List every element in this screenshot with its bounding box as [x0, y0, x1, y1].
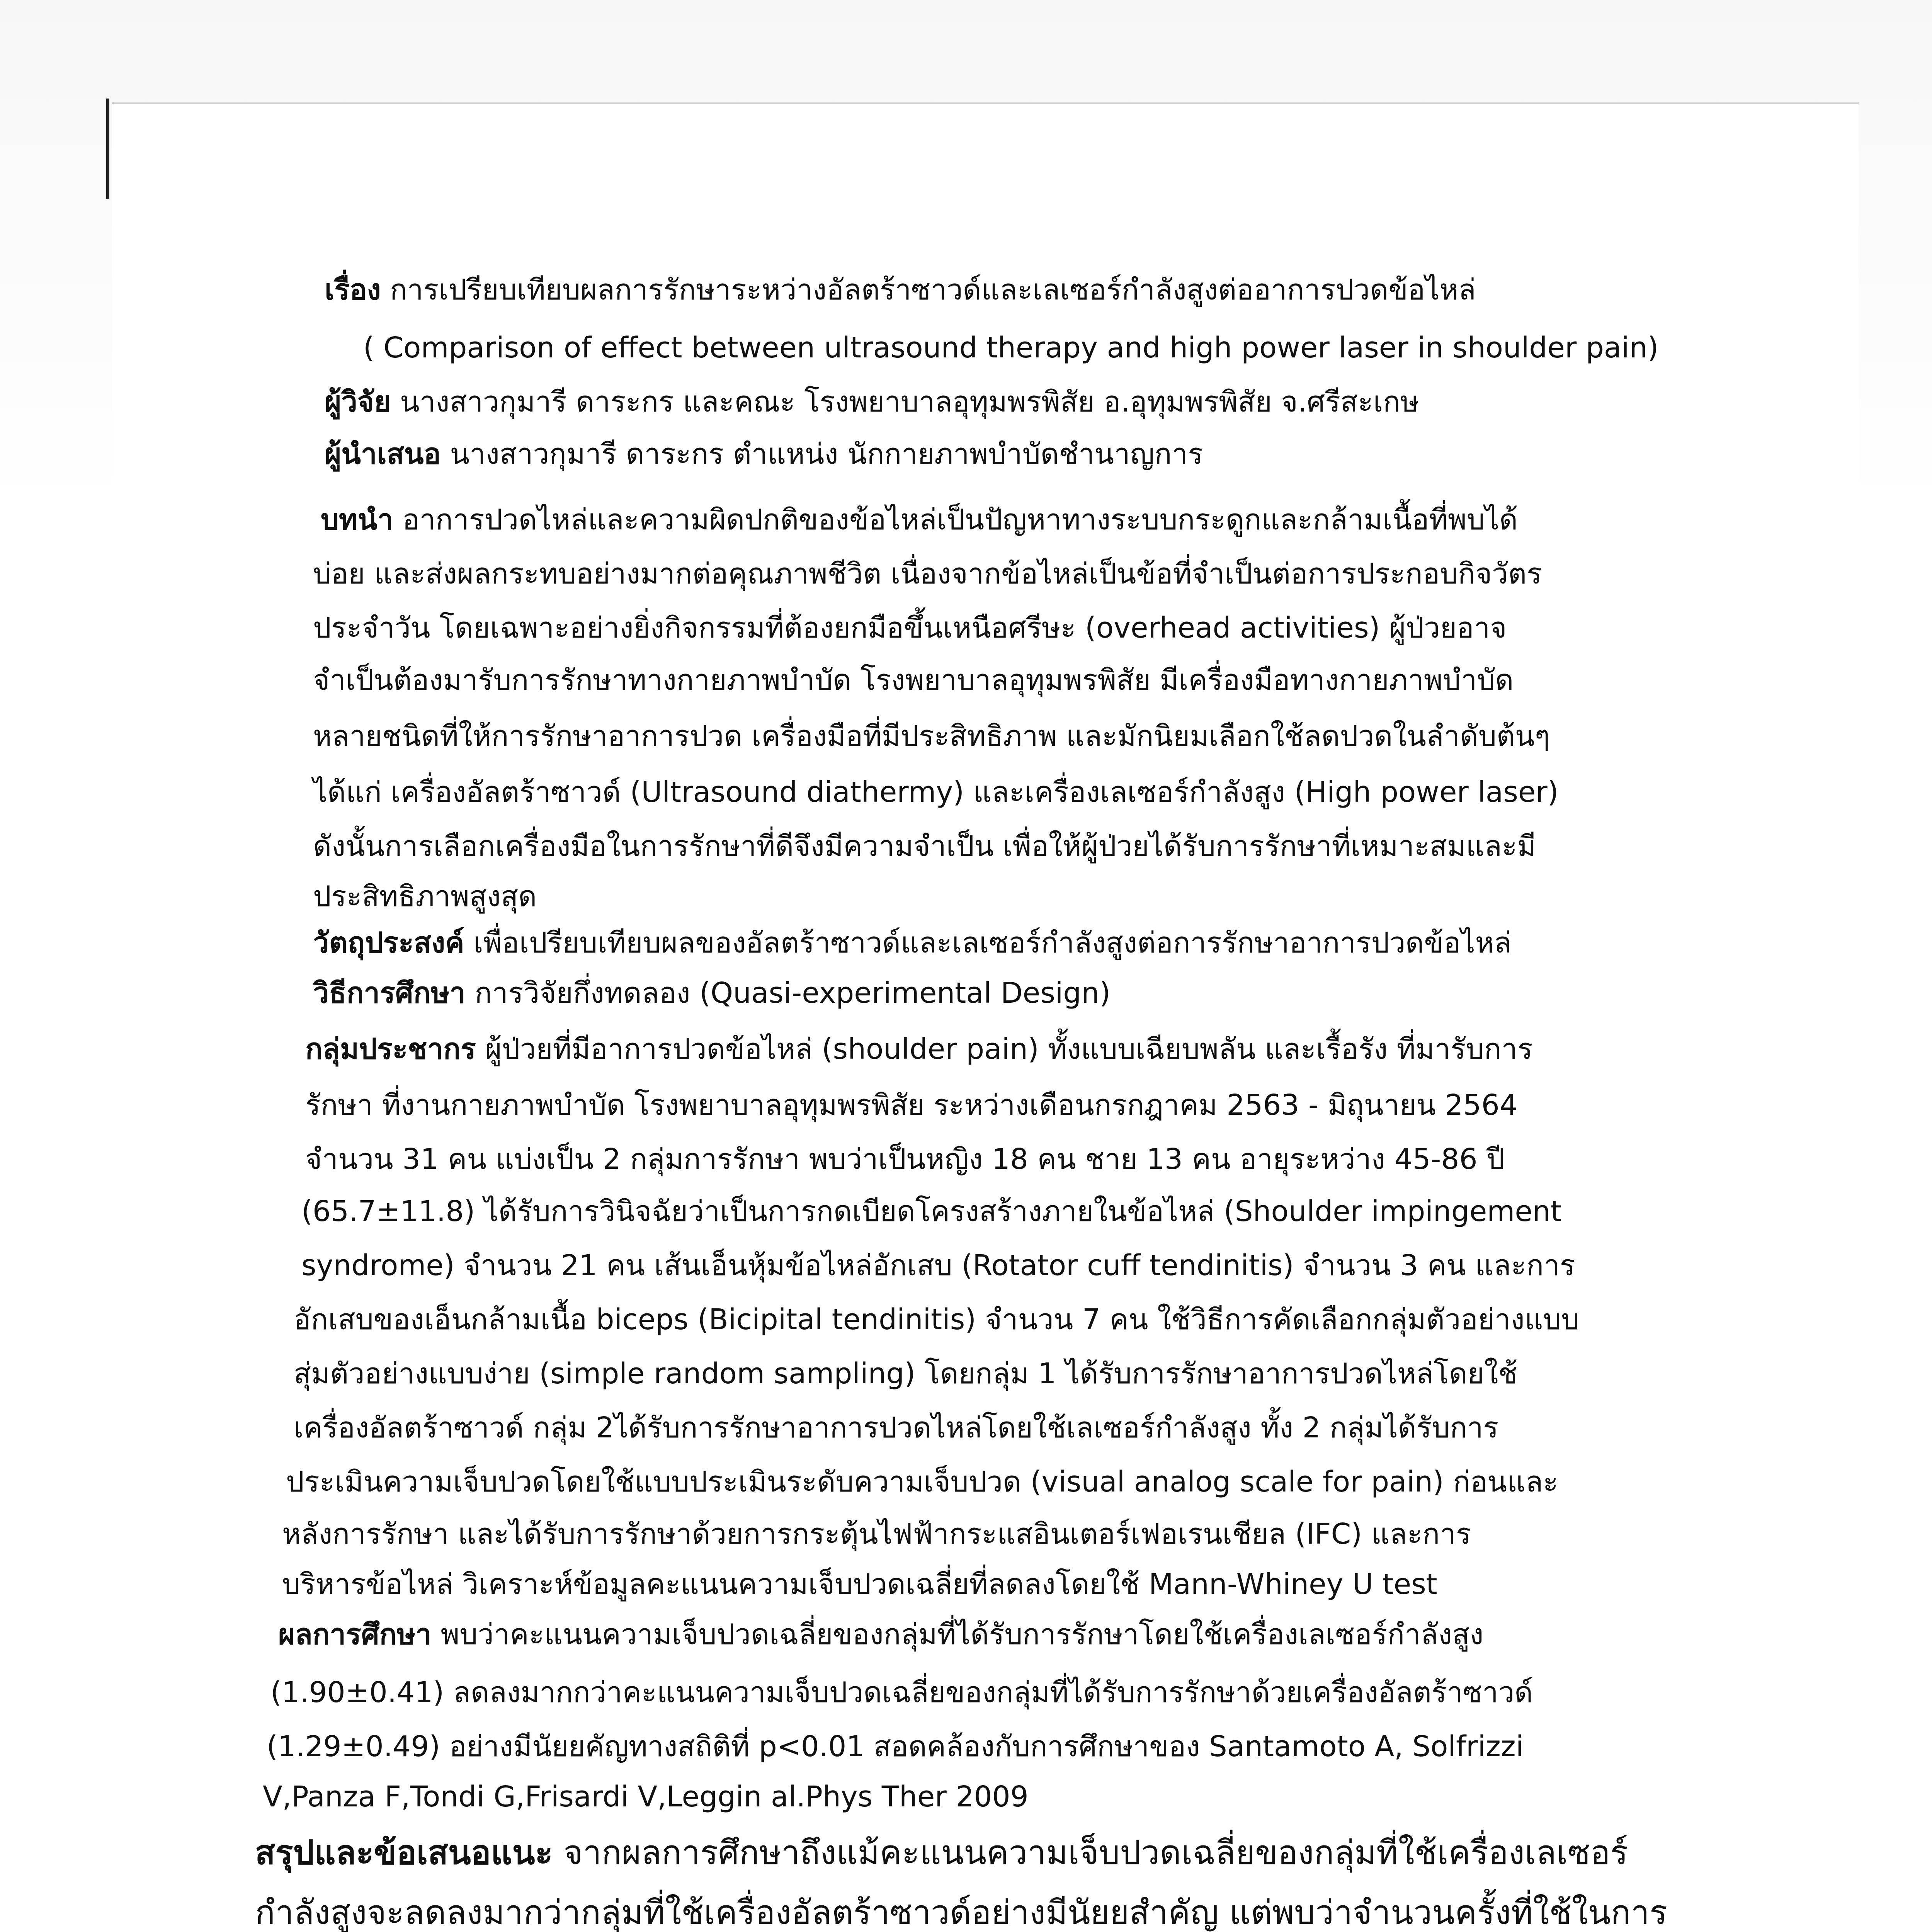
title-label: เรื่อง — [325, 273, 381, 306]
presenter-line — [325, 435, 1203, 473]
title-line — [325, 270, 1476, 309]
conclusion-text-1: จากผลการศึกษาถึงแม้คะแนนความเจ็บปวดเฉลี่ยของกลุ่มที่ใช้เครื่องเลเซอร์ — [563, 1833, 1628, 1872]
population-line-6: อักเสบของเอ็นกล้ามเนื้อ biceps (Bicipital tendinitis) จำนวน 7 คน ใช้วิธีการคัดเลือกกลุ่มตัวอย่างแบบ — [294, 1303, 1580, 1336]
scan-edge-mark — [106, 99, 109, 199]
presenter-text: นางสาวกุมารี ดาระกร ตำแหน่ง นักกายภาพบำบัดชำนาญการ — [450, 437, 1203, 471]
results-text-1: พบว่าคะแนนความเจ็บปวดเฉลี่ยของกลุ่มที่ได้รับการรักษาโดยใช้เครื่องเลเซอร์กำลังสูง — [440, 1618, 1484, 1651]
intro-line-4: จำเป็นต้องมารับการรักษาทางกายภาพบำบัด โรงพยาบาลอุทุมพรพิสัย มีเครื่องมือทางกายภาพบำบัด — [313, 663, 1514, 697]
conclusion-label: สรุปและข้อเสนอแนะ — [255, 1833, 553, 1872]
objective-label: วัตถุประสงค์ — [313, 926, 464, 959]
population-line-2: รักษา ที่งานกายภาพบำบัด โรงพยาบาลอุทุมพรพิสัย ระหว่างเดือนกรกฎาคม 2563 - มิถุนายน 2564 — [305, 1088, 1518, 1122]
population-line-5: syndrome) จำนวน 21 คน เส้นเอ็นหุ้มข้อไหล่อักเสบ (Rotator cuff tendinitis) จำนวน 3 คน และการ — [301, 1249, 1575, 1282]
conclusion-line-2: กำลังสูงจะลดลงมากว่ากลุ่มที่ใช้เครื่องอัลตร้าซาวด์อย่างมีนัยยสำคัญ แต่พบว่าจำนวนครั้งที่ใช้ในการ — [255, 1893, 1668, 1932]
conclusion-line-1 — [255, 1832, 1628, 1874]
population-line-1 — [305, 1030, 1533, 1068]
population-line-11: บริหารข้อไหล่ วิเคราะห์ข้อมูลคะแนนความเจ็บปวดเฉลี่ยที่ลดลงโดยใช้ Mann-Whiney U test — [282, 1568, 1437, 1601]
population-label: กลุ่มประชากร — [305, 1032, 476, 1066]
population-text-1: ผู้ป่วยที่มีอาการปวดข้อไหล่ (shoulder pain) ทั้งแบบเฉียบพลัน และเรื้อรัง ที่มารับการ — [485, 1032, 1533, 1066]
researcher-line — [325, 383, 1419, 421]
results-line-2: (1.90±0.41) ลดลงมากกว่าคะแนนความเจ็บปวดเฉลี่ยของกลุ่มที่ได้รับการรักษาด้วยเครื่องอัลตร้าซาวด์ — [270, 1676, 1533, 1709]
results-label: ผลการศึกษา — [278, 1618, 432, 1651]
population-line-10: หลังการรักษา และได้รับการรักษาด้วยการกระตุ้นไฟฟ้ากระแสอินเตอร์เฟอเรนเชียล (IFC) และการ — [282, 1517, 1471, 1551]
researcher-text: นางสาวกุมารี ดาระกร และคณะ โรงพยาบาลอุทุมพรพิสัย อ.อุทุมพรพิสัย จ.ศรีสะเกษ — [400, 385, 1419, 418]
objective-line — [313, 923, 1512, 962]
researcher-label: ผู้วิจัย — [325, 385, 391, 418]
objective-text: เพื่อเปรียบเทียบผลของอัลตร้าซาวด์และเลเซอร์กำลังสูงต่อการรักษาอาการปวดข้อไหล่ — [473, 926, 1512, 959]
presenter-label: ผู้นำเสนอ — [325, 437, 441, 471]
population-line-8: เครื่องอัลตร้าซาวด์ กลุ่ม 2ได้รับการรักษาอาการปวดไหล่โดยใช้เลเซอร์กำลังสูง ทั้ง 2 กลุ่มได้รับการ — [294, 1411, 1499, 1444]
title-text: การเปรียบเทียบผลการรักษาระหว่างอัลตร้าซาวด์และเลเซอร์กำลังสูงต่ออาการปวดข้อไหล่ — [390, 273, 1476, 306]
paper-page — [112, 102, 1859, 1932]
intro-line-2: บ่อย และส่งผลกระทบอย่างมากต่อคุณภาพชีวิต เนื่องจากข้อไหล่เป็นข้อที่จำเป็นต่อการประกอบกิจวัตร — [313, 557, 1542, 590]
intro-line-5: หลายชนิดที่ให้การรักษาอาการปวด เครื่องมือที่มีประสิทธิภาพ และมักนิยมเลือกใช้ลดปวดในลำดับต้นๆ — [313, 719, 1550, 753]
population-line-7: สุ่มตัวอย่างแบบง่าย (simple random sampling) โดยกลุ่ม 1 ได้รับการรักษาอาการปวดไหล่โดยใช้ — [294, 1357, 1518, 1390]
method-text: การวิจัยกึ่งทดลอง (Quasi-experimental Design) — [474, 976, 1111, 1010]
intro-line-8: ประสิทธิภาพสูงสุด — [313, 880, 537, 913]
population-line-4: (65.7±11.8) ได้รับการวินิจฉัยว่าเป็นการกดเบียดโครงสร้างภายในข้อไหล่ (Shoulder impingement — [301, 1195, 1562, 1228]
title-english: ( Comparison of effect between ultrasound therapy and high power laser in shoulder pain) — [363, 331, 1659, 364]
method-line — [313, 974, 1111, 1012]
intro-line-7: ดังนั้นการเลือกเครื่องมือในการรักษาที่ดีจึงมีความจำเป็น เพื่อให้ผู้ป่วยได้รับการรักษาที่เหมาะสมและมี — [313, 830, 1536, 863]
intro-text-1: อาการปวดไหล่และความผิดปกติของข้อไหล่เป็นปัญหาทางระบบกระดูกและกล้ามเนื้อที่พบได้ — [402, 503, 1518, 536]
intro-label: บทนำ — [321, 503, 393, 536]
intro-line-6: ได้แก่ เครื่องอัลตร้าซาวด์ (Ultrasound diathermy) และเครื่องเลเซอร์กำลังสูง (High power laser) — [313, 776, 1559, 809]
intro-line-3: ประจำวัน โดยเฉพาะอย่างยิ่งกิจกรรมที่ต้องยกมือขึ้นเหนือศรีษะ (overhead activities) ผู้ป่วยอาจ — [313, 611, 1507, 645]
results-line-3: (1.29±0.49) อย่างมีนัยยคัญทางสถิติที่ p<0.01 สอดคล้องกับการศึกษาของ Santamoto A, Solfrizzi — [267, 1730, 1524, 1763]
results-line-1 — [278, 1615, 1483, 1654]
intro-line-1 — [321, 500, 1518, 539]
population-line-9: ประเมินความเจ็บปวดโดยใช้แบบประเมินระดับความเจ็บปวด (visual analog scale for pain) ก่อนและ — [286, 1465, 1558, 1498]
population-line-3: จำนวน 31 คน แบ่งเป็น 2 กลุ่มการรักษา พบว่าเป็นหญิง 18 คน ชาย 13 คน อายุระหว่าง 45-86 ปี — [305, 1143, 1505, 1176]
results-line-4: V,Panza F,Tondi G,Frisardi V,Leggin al.Phys Ther 2009 — [263, 1780, 1029, 1813]
method-label: วิธีการศึกษา — [313, 976, 466, 1010]
